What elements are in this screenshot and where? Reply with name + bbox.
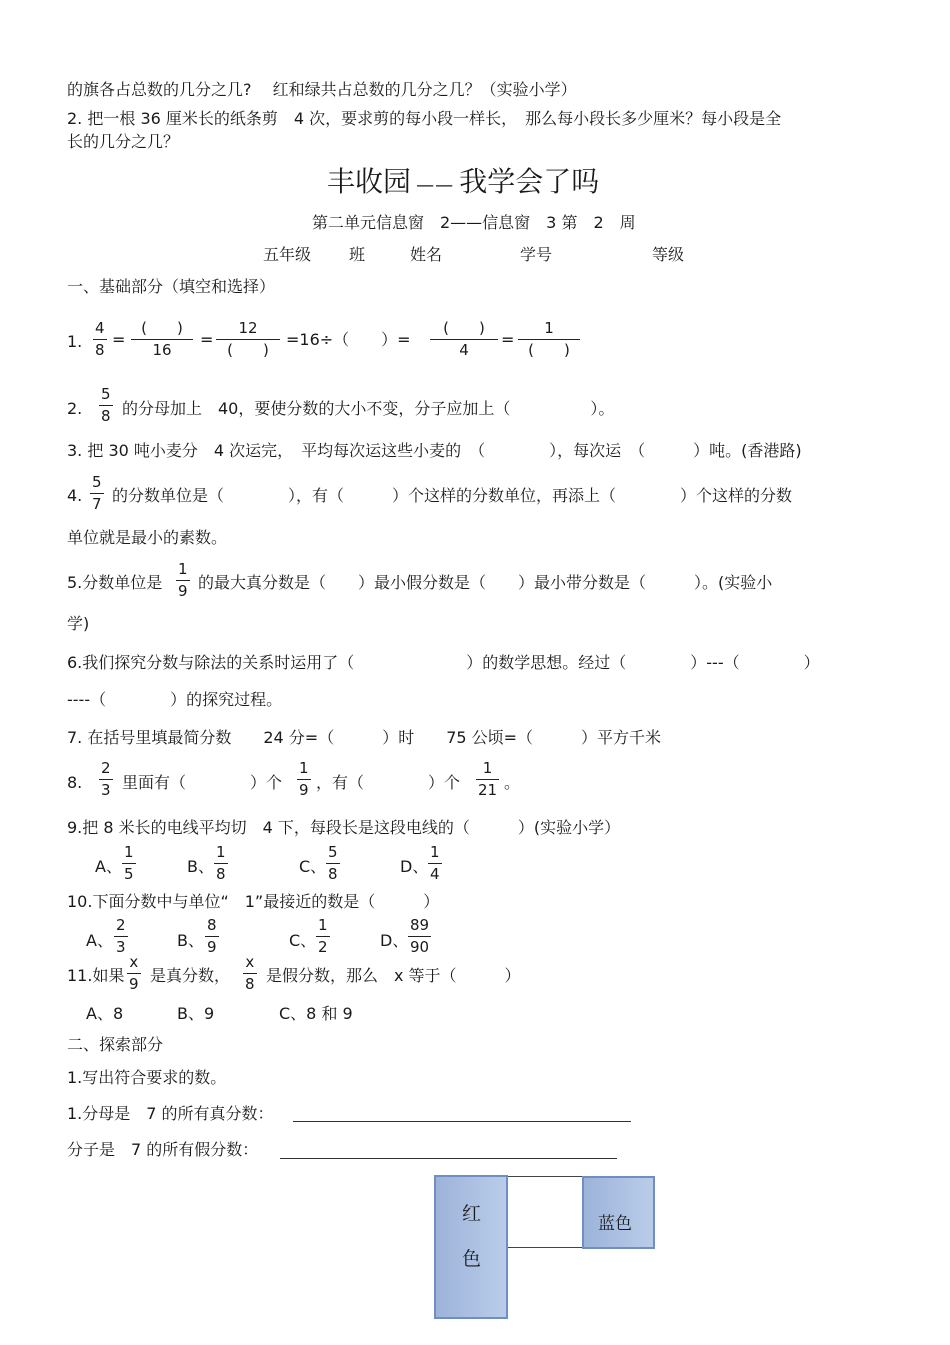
subtitle: 第二单元信息窗 2——信息窗 3 第 2 周 [312,213,636,232]
q9-text: 9.把 8 米长的电线平均切 4 下，每段长是这段电线的（ ）(实验小学） [67,818,621,837]
q1-equals-1: = [112,330,126,349]
section2-q1b-label: 分子是 7 的所有假分数： [67,1140,259,1159]
blank-rectangle [506,1176,584,1248]
q8-text-3: 。 [504,773,521,792]
q9-option-d-label: D、 [400,857,429,876]
q11-option-c: C、8 和 9 [279,1004,353,1023]
q1-division: =16÷（ ）= [286,330,411,349]
q8-text-1: 里面有（ ）个 [122,773,283,792]
q1-fraction-4: ( ) 4 [430,321,498,358]
q10-text: 10.下面分数中与单位“ 1”最接近的数是（ ） [67,892,440,911]
section2-q1b-answer-line[interactable] [280,1158,617,1159]
q1-fraction-1: 4 8 [95,319,105,359]
q4-fraction: 5 7 [92,473,102,513]
q10-option-d-label: D、 [380,931,409,950]
q1-equals-3: = [501,330,515,349]
info-grade: 五年级 [263,245,312,264]
q11-prefix: 11.如果 [67,966,125,985]
q1-equals-2: = [200,330,214,349]
q5-fraction: 1 9 [178,560,188,600]
prev-question-line2: 2. 把一根 36 厘米长的纸条剪 4 次，要求剪的每小段一样长， 那么每小段长多少厘米？每小段是全 [67,109,782,128]
q6-text: 6.我们探究分数与除法的关系时运用了（ ）的数学思想。经过（ ）---（ ） [67,653,820,672]
q1-number: 1. [67,332,83,351]
q1-fraction-3: 12 ( ) [216,321,280,358]
section2-heading: 二、探索部分 [67,1035,164,1054]
q11-text-1: 是真分数， [150,966,231,985]
q11-option-a: A、8 [86,1004,124,1023]
section2-q1a-answer-line[interactable] [293,1121,631,1122]
q11-fraction-1: x 9 [129,953,139,993]
q6-text-cont: ----（ ）的探究过程。 [67,690,283,709]
q5-text: 的最大真分数是（ ）最小假分数是（ ）最小带分数是（ ）。(实验小 [198,573,773,592]
q11-text-2: 是假分数，那么 x 等于（ ） [266,966,521,985]
page-title [327,165,600,198]
q8-fraction-2: 1 9 [299,759,309,799]
q8-text-2: ，有（ ）个 [316,773,461,792]
q8-fraction-1: 2 3 [101,759,111,799]
q2-fraction: 5 8 [101,385,111,425]
q10-option-d-fraction: 89 90 [410,916,430,956]
q9-option-b-label: B、 [187,857,214,876]
blue-label: 蓝色 [598,1214,632,1234]
q9-option-b-fraction: 1 8 [216,843,226,883]
q10-option-a-label: A、 [86,931,113,950]
q10-option-c-label: C、 [289,931,317,950]
q1-fraction-2: ( ) 16 [131,321,193,358]
q8-number: 8. [67,773,83,792]
section2-q1: 1.写出符合要求的数。 [67,1068,227,1087]
q9-option-c-fraction: 5 8 [328,843,338,883]
title-main: 丰收园 [327,165,412,198]
q4-text-cont: 单位就是最小的素数。 [67,528,228,547]
q4-text: 的分数单位是（ ），有（ ）个这样的分数单位，再添上（ ）个这样的分数 [112,486,793,505]
info-name: 姓名 [410,245,443,264]
q4-number: 4. [67,486,83,505]
q10-option-b-fraction: 8 9 [207,916,217,956]
q10-option-b-label: B、 [177,931,204,950]
q7-text: 7. 在括号里填最简分数 24 分=（ ）时 75 公顷=（ ）平方千米 [67,728,662,747]
red-label-char-2: 色 [462,1248,482,1270]
title-rest: 我学会了吗 [459,165,600,198]
q9-option-a-label: A、 [95,857,122,876]
section1-heading: 一、基础部分（填空和选择） [67,277,276,296]
q9-option-a-fraction: 1 5 [124,843,134,883]
q2-number: 2. [67,399,83,418]
q11-option-b: B、9 [177,1004,215,1023]
q10-option-c-fraction: 1 2 [318,916,328,956]
q2-text: 的分母加上 40，要使分数的大小不变，分子应加上（ ）。 [122,399,615,418]
info-number: 学号 [520,245,553,264]
info-level: 等级 [652,245,685,264]
q5-prefix: 5.分数单位是 [67,573,163,592]
prev-question-line1: 的旗各占总数的几分之几? 红和绿共占总数的几分之几？（实验小学） [67,80,577,99]
info-class: 班 [349,245,366,264]
q9-option-d-fraction: 1 4 [430,843,440,883]
q1-fraction-5: 1 ( ) [518,321,580,358]
section2-q1a-label: 1.分母是 7 的所有真分数： [67,1104,274,1123]
q5-text-cont: 学) [67,614,90,633]
title-dash: —— [416,175,455,196]
q9-option-c-label: C、 [299,857,327,876]
q11-fraction-2: x 8 [245,953,255,993]
prev-question-line3: 长的几分之几？ [67,132,180,151]
q3-text: 3. 把 30 吨小麦分 4 次运完， 平均每次运这些小麦的 （ ），每次运 （ ）吨。(香港路) [67,441,802,460]
q10-option-a-fraction: 2 3 [116,916,126,956]
q8-fraction-3: 1 21 [478,759,498,799]
red-label-char-1: 红 [462,1203,482,1225]
